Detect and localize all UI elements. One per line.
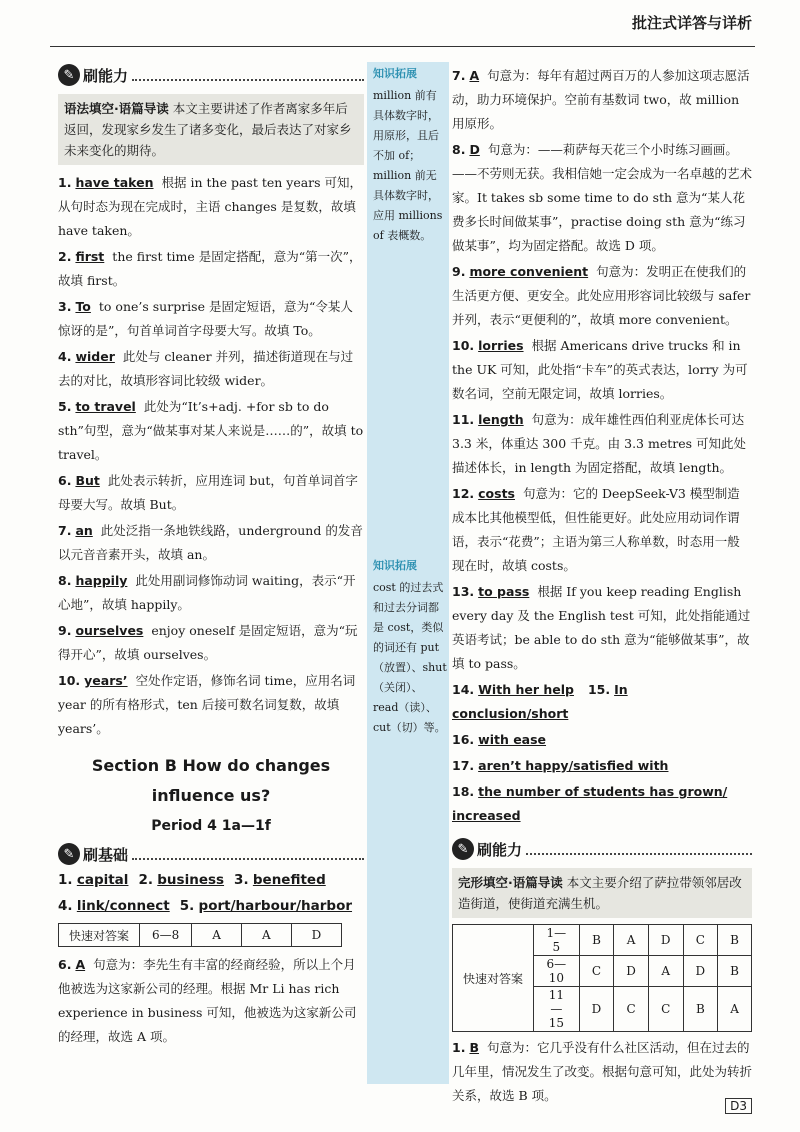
- item-number: 8.: [58, 573, 72, 588]
- answer-list: [452, 64, 752, 676]
- table-cell: A: [614, 925, 649, 956]
- list-item: [58, 395, 364, 467]
- item-answer: But: [75, 473, 100, 488]
- ability-banner: [58, 62, 364, 88]
- pen-icon: ✎: [58, 843, 80, 865]
- item-number: 12.: [452, 486, 475, 501]
- list-item: [452, 64, 752, 136]
- right-column: [452, 62, 752, 1110]
- item-number: 5.: [179, 898, 195, 914]
- item-number: 6.: [58, 957, 72, 972]
- item-number: 6.: [58, 473, 72, 488]
- item-explanation: 此处泛指一条地铁线路，underground 的发音以元音音素开头，故填 an。: [58, 523, 363, 562]
- basics-row: [58, 867, 364, 893]
- item-answer: port/harbour/harbor: [198, 898, 353, 914]
- item-answer: years’: [84, 673, 128, 688]
- item-number: 17.: [452, 758, 475, 773]
- item-number: 3.: [58, 299, 72, 314]
- knowledge-note: [373, 64, 447, 246]
- list-item: [452, 580, 752, 676]
- quick-answer-table: [58, 923, 342, 947]
- item-answer: link/connect: [76, 898, 170, 914]
- table-cell: B: [718, 956, 752, 987]
- item-number: 13.: [452, 584, 475, 599]
- item-answer: benefited: [252, 872, 326, 888]
- item-number: 4.: [58, 349, 72, 364]
- left-column: [58, 62, 364, 1051]
- item-answer: to pass: [478, 584, 530, 599]
- item-number: 3.: [234, 872, 249, 888]
- list-item: [452, 138, 752, 258]
- table-row: [453, 925, 752, 956]
- section-heading-2: influence us?: [151, 786, 271, 805]
- list-item: [58, 295, 364, 343]
- table-cell: D: [291, 924, 342, 947]
- item-answer: To: [75, 299, 91, 314]
- item-explanation: 根据 Americans drive trucks 和 in the UK 可知，此处指“卡车”的英式表达，lorry 为可数名词，空前无限定词，故填 lorries。: [452, 338, 748, 401]
- list-item: [452, 260, 752, 332]
- dotted-rule: [132, 69, 364, 81]
- list-item: [58, 953, 364, 1049]
- item-explanation: 此处用副词修饰动词 waiting，表示“开心地”，故填 happily。: [58, 573, 356, 612]
- knowledge-note: [373, 556, 447, 738]
- item-explanation: 此处与 cleaner 并列，描述街道现在与过去的对比，故填形容词比较级 wider。: [58, 349, 354, 388]
- list-item: [58, 519, 364, 567]
- item-answer: D: [469, 142, 480, 157]
- list-item: [58, 669, 364, 741]
- table-cell: A: [718, 987, 752, 1032]
- banner-label: 刷基础: [83, 845, 129, 864]
- item-number: 11.: [452, 412, 475, 427]
- item-explanation: 此处表示转折，应用连词 but，句首单词首字母要大写。故填 But。: [58, 473, 358, 512]
- item-answer: with ease: [478, 732, 547, 747]
- list-item: [452, 334, 752, 406]
- quick-answer-table: [452, 924, 752, 1032]
- item-answer: B: [469, 1040, 479, 1055]
- ability-banner: [452, 836, 752, 862]
- pen-icon: ✎: [58, 64, 80, 86]
- item-answer: have taken: [75, 175, 154, 190]
- item-explanation: 句意为：它的 DeepSeek-V3 模型制造成本比其他模型低，但性能更好。此处应用动词作谓语，表示“花费”；主语为第三人称单数，时态用一般现在时，故填 costs。: [452, 486, 740, 573]
- guide-label: 语法填空·语篇导读: [64, 101, 169, 116]
- table-cell: D: [683, 956, 718, 987]
- item-answer: aren’t happy/satisfied with: [478, 758, 669, 773]
- list-item: [58, 469, 364, 517]
- table-cell: C: [648, 987, 683, 1032]
- item-answer: With her help: [478, 682, 574, 697]
- item-explanation: 句意为：每年有超过两百万的人参加这项志愿活动，助力环境保护。空前有基数词 two，故 million 用原形。: [452, 68, 750, 131]
- table-cell: D: [614, 956, 649, 987]
- list-item: [452, 678, 752, 726]
- item-number: 1.: [58, 872, 73, 888]
- item-answer: In conclusion/short: [452, 682, 628, 721]
- section-heading: Section B How do changes: [91, 756, 331, 775]
- item-number: 1.: [58, 175, 72, 190]
- item-explanation: 根据 If you keep reading English every day 及 the English test 可知，此处指能通过英语考试；be able to do sth 意为“能够做某事”，故填 to pass。: [452, 584, 751, 671]
- item-answer: to travel: [75, 399, 136, 414]
- list-item: [452, 408, 752, 480]
- table-cell: A: [241, 924, 291, 947]
- item-explanation: 此处为“It’s+adj. +for sb to do sth”句型，意为“做某事对某人来说是……的”，故填 to travel。: [58, 399, 364, 462]
- item-number: 16.: [452, 732, 475, 747]
- table-cell: D: [648, 925, 683, 956]
- item-answer: A: [75, 957, 86, 972]
- list-item: [58, 171, 364, 243]
- item-answer: business: [157, 872, 225, 888]
- item-explanation: the first time 是固定搭配，意为“第一次”，故填 first。: [58, 249, 362, 288]
- margin-notes: [367, 62, 449, 1084]
- item-number: 9.: [452, 264, 466, 279]
- item-number: 10.: [58, 673, 81, 688]
- item-explanation: 空处作定语，修饰名词 time，应用名词 year 的所有格形式，ten 后接可数名词复数，故填 years’。: [58, 673, 356, 736]
- item-number: 5.: [58, 399, 72, 414]
- item-answer: costs: [478, 486, 515, 501]
- item-number: 10.: [452, 338, 475, 353]
- item-number: 8.: [452, 142, 466, 157]
- table-label: 快速对答案: [59, 924, 140, 947]
- list-item: [452, 482, 752, 578]
- note-tag: 知识拓展: [373, 559, 417, 572]
- table-range: 1—5: [534, 925, 580, 956]
- item-number: 7.: [58, 523, 72, 538]
- item-number: 9.: [58, 623, 72, 638]
- table-label: 快速对答案: [453, 925, 534, 1032]
- table-cell: C: [579, 956, 614, 987]
- item-explanation: 句意为：它几乎没有什么社区活动，但在过去的几年里，情况发生了改变。根据句意可知，此处为转折关系，故选 B 项。: [452, 1040, 753, 1103]
- table-cell: D: [579, 987, 614, 1032]
- item-answer: happily: [75, 573, 128, 588]
- item-number: 1.: [452, 1040, 466, 1055]
- item-number: 15.: [587, 682, 611, 697]
- list-item: [452, 1036, 752, 1108]
- guide-label: 完形填空·语篇导读: [458, 875, 563, 890]
- table-cell: C: [614, 987, 649, 1032]
- table-range: 6—8: [140, 924, 192, 947]
- header-rule: [50, 46, 755, 47]
- list-item: [58, 619, 364, 667]
- item-explanation: 句意为：发明正在使我们的生活更方便、更安全。此处应用形容词比较级与 safer 并列，表示“更便利的”，故填 more convenient。: [452, 264, 751, 327]
- item-answer: lorries: [478, 338, 524, 353]
- item-answer: length: [478, 412, 524, 427]
- answer-list: [58, 171, 364, 741]
- table-cell: C: [683, 925, 718, 956]
- guide-text: 本文主要讲述了作者离家多年后返回，发现家乡发生了诸多变化，最后表达了对家乡未来变化的期待。: [64, 101, 352, 158]
- short-answer-list: [452, 678, 752, 828]
- item-number: 7.: [452, 68, 466, 83]
- item-explanation: 句意为：李先生有丰富的经商经验，所以上个月他被选为这家新公司的经理。根据 Mr Li has rich experience in business 可知，他被选为这家新公司的经理，故选 A 项。: [58, 957, 357, 1044]
- note-text: million 前有具体数字时，用原形，且后不加 of；million 前无具体数字时，应用 millions of 表概数。: [373, 89, 443, 242]
- guide-text: 本文主要介绍了萨拉带领邻居改造街道，使街道充满生机。: [458, 875, 742, 911]
- note-text: cost 的过去式和过去分词都是 cost，类似的词还有 put（放置）、shut（关闭）、read（读）、cut（切）等。: [373, 581, 447, 734]
- item-answer: the number of students has grown/ increased: [452, 784, 728, 823]
- basics-banner: [58, 841, 364, 867]
- item-explanation: enjoy oneself 是固定短语，意为“玩得开心”，故填 ourselves。: [58, 623, 358, 662]
- item-number: 4.: [58, 898, 73, 914]
- list-item: [58, 345, 364, 393]
- list-item: [58, 569, 364, 617]
- item-explanation: to one’s surprise 是固定短语，意为“令某人惊讶的是”，句首单词首字母要大写。故填 To。: [58, 299, 353, 338]
- banner-label: 刷能力: [477, 840, 523, 859]
- item-explanation: 句意为：——莉萨每天花三个小时练习画画。——不劳则无获。我相信她一定会成为一名卓越的艺术家。It takes sb some time to do sth 意为“某人花费多长时间做某事”，practise doing sth 意为“练习做某事”，均为固定搭配。故选 D 项。: [452, 142, 753, 253]
- item-answer: ourselves: [75, 623, 144, 638]
- list-item: [58, 245, 364, 293]
- list-item: [452, 728, 752, 752]
- item-answer: wider: [75, 349, 115, 364]
- reading-guide: [452, 868, 752, 918]
- reading-guide: [58, 94, 364, 165]
- table-cell: A: [648, 956, 683, 987]
- item-answer: A: [469, 68, 480, 83]
- item-number: 2.: [58, 249, 72, 264]
- banner-label: 刷能力: [83, 66, 129, 85]
- basics-answers: [58, 867, 364, 919]
- period-heading: Period 4 1a—1f: [151, 818, 271, 834]
- item-answer: capital: [76, 872, 129, 888]
- note-tag: 知识拓展: [373, 67, 417, 80]
- list-item: [452, 780, 752, 828]
- item-number: 18.: [452, 784, 475, 799]
- basics-row: [58, 893, 364, 919]
- item-explanation: 根据 in the past ten years 可知，从句时态为现在完成时，主语 changes 是复数，故填 have taken。: [58, 175, 363, 238]
- table-cell: B: [579, 925, 614, 956]
- item-number: 14.: [452, 682, 475, 697]
- item-answer: first: [75, 249, 105, 264]
- item-answer: an: [75, 523, 93, 538]
- list-item: [452, 754, 752, 778]
- item-explanation: 句意为：成年雄性西伯利亚虎体长可达 3.3 米，体重达 300 千克。由 3.3 metres 可知此处描述体长，in length 为固定搭配，故填 length。: [452, 412, 747, 475]
- table-range: 6—10: [534, 956, 580, 987]
- dotted-rule: [132, 848, 364, 860]
- table-cell: A: [192, 924, 242, 947]
- pen-icon: ✎: [452, 838, 474, 860]
- table-range: 11—15: [534, 987, 580, 1032]
- dotted-rule: [526, 843, 752, 855]
- header-title: 批注式详答与详析: [631, 14, 752, 32]
- table-cell: B: [718, 925, 752, 956]
- page-number: D3: [725, 1098, 752, 1114]
- item-number: 2.: [138, 872, 153, 888]
- item-answer: more convenient: [469, 264, 589, 279]
- table-row: [59, 924, 342, 947]
- table-cell: B: [683, 987, 718, 1032]
